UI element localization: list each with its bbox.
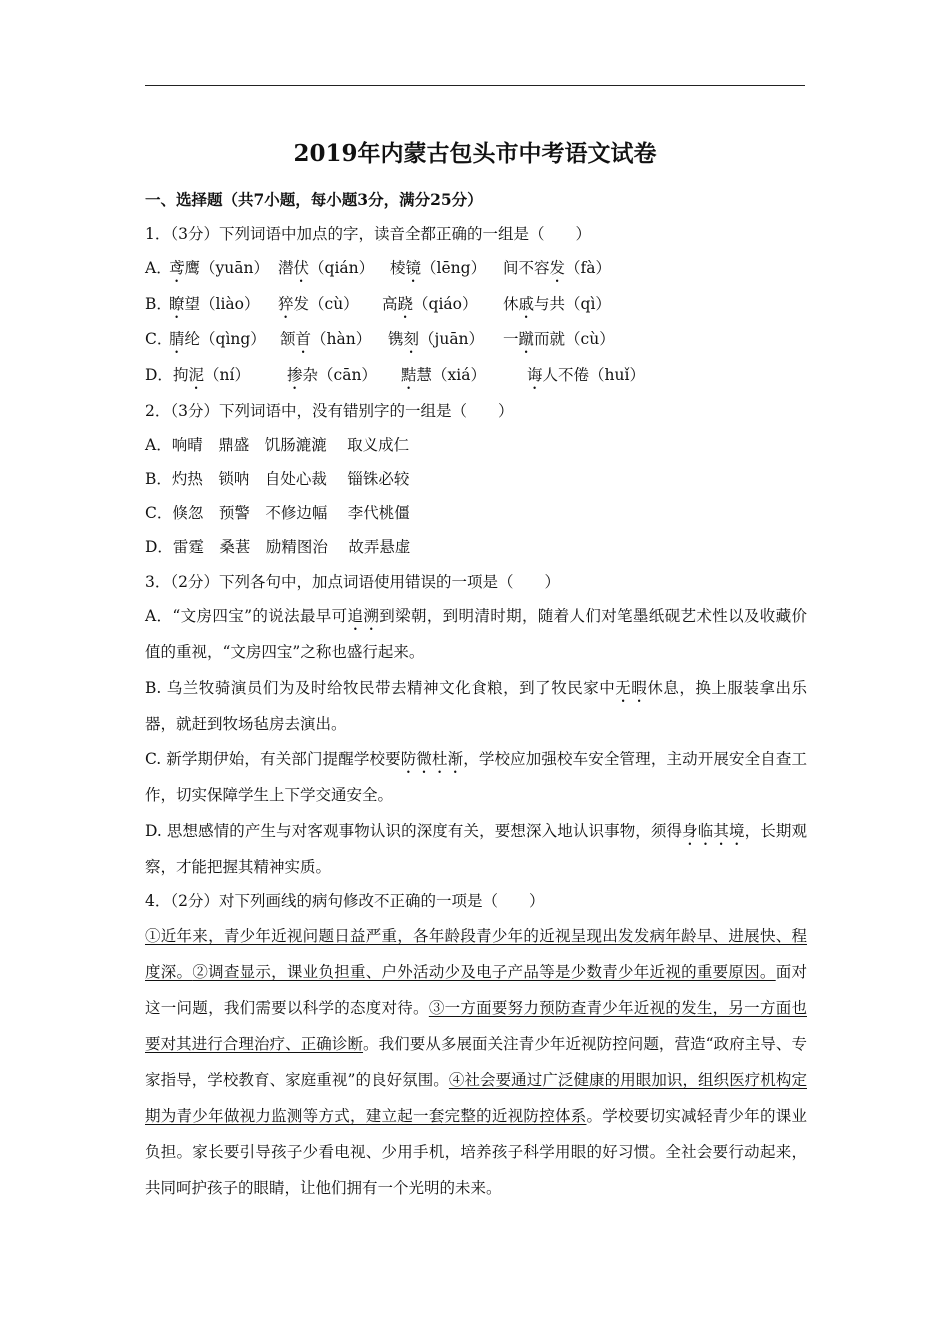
option-item: 潜伏（qián） [278, 259, 375, 277]
option-item: 棱镜（lēng） [390, 259, 487, 277]
q4-stem: 4．（2分）对下列画线的病句修改不正确的一项是（ ） [145, 892, 545, 910]
q1-option-b [145, 294, 805, 318]
option-label: A． [145, 259, 172, 277]
q1-option-a [145, 258, 805, 282]
q3-option-b: B. 乌兰牧骑演员们为及时给牧民带去精神文化食粮，到了牧民家中无暇休息，换上服装拿出乐器，就赶到牧场毡房去演出。 [145, 679, 807, 733]
underlined-sentence-4: ④社会要通过广泛健康的用眼加识，组织医疗机构定期为青少年做视力监测等方式，建立起一套完整的近视防控体系 [145, 1071, 807, 1125]
option-item: 黠慧（xiá） [401, 366, 486, 384]
option-item: 诲人不倦（huǐ） [527, 366, 645, 384]
underlined-sentence-2: ②调查显示，课业负担重、户外活动少及电子产品等是少数青少年近视的重要原因。 [192, 963, 776, 981]
option-item: 猝发（cù） [278, 295, 359, 313]
q2-option-c: C．倏忽 预警 不修边幅 李代桃僵 [145, 504, 410, 522]
header-rule [145, 85, 805, 86]
underlined-sentence-3: ③一方面要努力预防查青少年近视的发生，另一方面也要对其进行合理治疗、正确诊断 [145, 999, 807, 1053]
option-item: 瞭望（liào） [169, 295, 260, 313]
option-item: 高跷（qiáo） [382, 295, 478, 313]
q3-option-c: C. 新学期伊始，有关部门提醒学校要防微杜渐，学校应加强校车安全管理，主动开展安全自查工作，切实保障学生上下学交通安全。 [145, 750, 807, 804]
q1-option-d [145, 365, 805, 389]
option-item: 腈纶（qìng） [169, 330, 266, 348]
q3-option-d: D. 思想感情的产生与对客观事物认识的深度有关，要想深入地认识事物，须得身临其境，长期观察，才能把握其精神实质。 [145, 822, 807, 876]
option-label: C． [145, 330, 173, 348]
option-item: 镌刻（juān） [388, 330, 485, 348]
q2-option-d: D．雷霆 桑葚 励精图治 故弄悬虚 [145, 538, 411, 556]
option-item: 掺杂（cān） [287, 366, 377, 384]
q3-stem: 3．（2分）下列各句中，加点词语使用错误的一项是（ ） [145, 573, 560, 591]
q1-stem: 1．（3分）下列词语中加点的字，读音全都正确的一组是（ ） [145, 225, 591, 243]
q4-passage: ①近年来，青少年近视问题日益严重，各年龄段青少年的近视呈现出发发病年龄早、进展快、程度深。②调查显示，课业负担重、户外活动少及电子产品等是少数青少年近视的重要原因。面对这一问题，我们需要以科学的态度对待。③一方面要努力预防查青少年近视的发生，另一方面也要对其进行合理治疗、正确诊断。我们要从多展面关注青少年近视防控问题，营造“政府主导、专家指导，学校教育、家庭重视”的良好氛围。④社会要通过广泛健康的用眼加识，组织医疗机构定期为青少年做视力监测等方式，建立起一套完整的近视防控体系。学校要切实减轻青少年的课业负担。家长要引导孩子少看电视、少用手机，培养孩子科学用眼的好习惯。全社会要行动起来，共同呵护孩子的眼睛，让他们拥有一个光明的未来。 [145, 927, 807, 1197]
option-label: B． [145, 295, 172, 313]
q2-stem: 2．（3分）下列词语中，没有错别字的一组是（ ） [145, 402, 514, 420]
page-title: 2019年内蒙古包头市中考语文试卷 [293, 140, 657, 167]
underlined-sentence-1: ①近年来，青少年近视问题日益严重，各年龄段青少年的近视呈现出发发病年龄早、进展快、程度深。 [145, 927, 807, 981]
option-item: 颔首（hàn） [280, 330, 372, 348]
q2-option-b: B．灼热 锁呐 自处心裁 锱铢必较 [145, 470, 410, 488]
option-item: 休戚与共（qì） [503, 295, 611, 313]
option-item: 拘泥（ní） [173, 366, 250, 384]
option-item: 鸢鹰（yuān） [169, 259, 269, 277]
section-heading: 一、选择题（共7小题，每小题3分，满分25分） [145, 190, 483, 209]
q3-option-a: A．“文房四宝”的说法最早可追溯到梁朝，到明清时期，随着人们对笔墨纸砚艺术性以及收藏价值的重视，“文房四宝”之称也盛行起来。 [145, 607, 807, 661]
option-item: 一蹴而就（cù） [503, 330, 615, 348]
option-item: 间不容发（fà） [503, 259, 612, 277]
option-label: D． [145, 366, 173, 384]
q1-option-c [145, 329, 805, 353]
q2-option-a: A．响晴 鼎盛 饥肠漉漉 取义成仁 [145, 436, 410, 454]
